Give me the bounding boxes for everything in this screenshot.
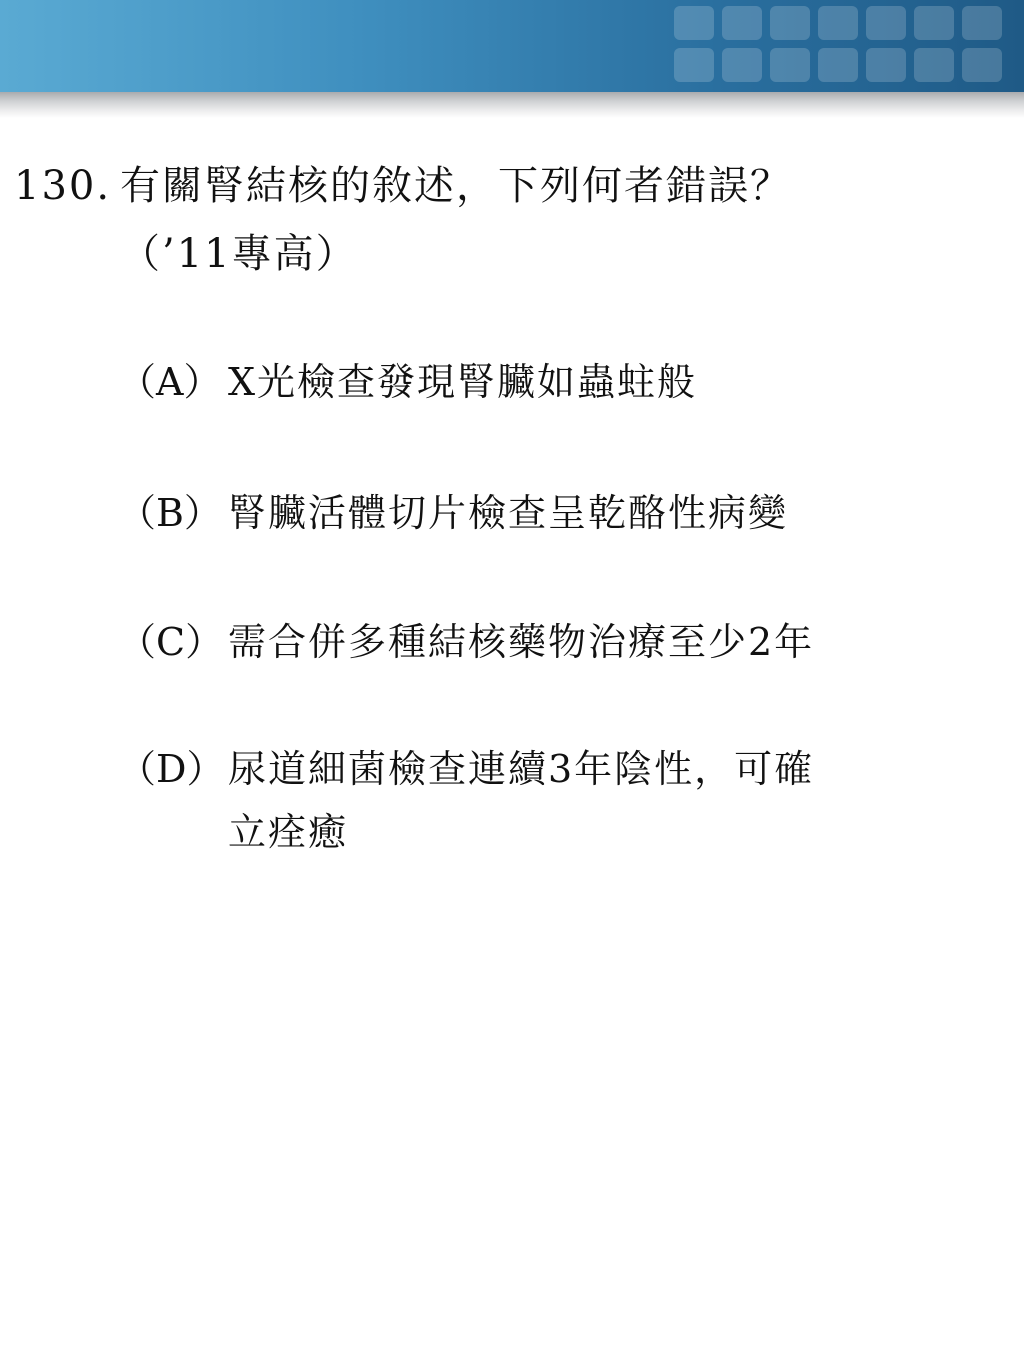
option-b-text: 腎臟活體切片檢查呈乾酪性病變 — [228, 491, 789, 535]
header-grid-pattern — [664, 0, 1024, 92]
option-a-text: X光檢查發現腎臟如蟲蛀般 — [228, 360, 698, 404]
option-c-text: 需合併多種結核藥物治療至少2年 — [228, 620, 815, 664]
question-number: 130. — [14, 163, 112, 209]
option-d-text-line2: 立痊癒 — [228, 810, 349, 854]
option-d-text-line1: 尿道細菌檢查連續3年陰性，可確 — [228, 747, 815, 791]
option-c-letter: （C） — [118, 620, 224, 664]
question-text: 有關腎結核的敘述，下列何者錯誤？ — [120, 163, 792, 209]
option-d-letter: （D） — [118, 747, 225, 791]
option-b-letter: （B） — [118, 491, 222, 535]
question-source: （’11專高） — [120, 231, 358, 277]
option-a-letter: （A） — [118, 360, 222, 404]
header-banner — [0, 0, 1024, 92]
header-shadow — [0, 92, 1024, 118]
